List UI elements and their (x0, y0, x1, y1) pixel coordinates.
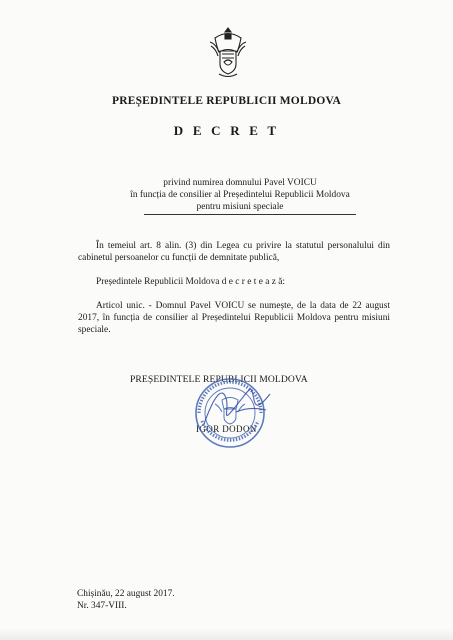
issuer-heading: PREȘEDINTELE REPUBLICII MOLDOVA (111, 95, 341, 107)
legal-basis-paragraph: În temeiul art. 8 alin. (3) din Legea cu privire la statutul personalului din cabinetul persoanelor cu funcții de demnitate publică, (78, 241, 390, 263)
subject-line: privind numirea domnului Pavel VOICU (163, 178, 317, 188)
document-type: D E C R E T (173, 123, 280, 138)
signature-title: PREȘEDINTELE REPUBLICII MOLDOVA (130, 374, 308, 385)
article-paragraph: Articol unic. - Domnul Pavel VOICU se numește, de la data de 22 august 2017, în funcția de consilier al Președintelui Republicii Moldova pentru misiuni speciale. (78, 301, 390, 335)
decrees-paragraph: Președintele Republicii Moldova d e c r e t e a z ă: (96, 277, 285, 287)
place-date: Chișinău, 22 august 2017. (77, 589, 175, 599)
moldova-coat-of-arms-icon (207, 24, 249, 82)
subject-line: în funcția de consilier al Președintelui Republicii Moldova (130, 190, 350, 200)
signatory-name: IGOR DODON (196, 424, 257, 434)
subject-line: pentru misiuni speciale (196, 202, 284, 212)
handwritten-signature (196, 376, 286, 436)
decree-number: Nr. 347-VIII. (77, 601, 127, 611)
subject-underline (144, 214, 356, 215)
